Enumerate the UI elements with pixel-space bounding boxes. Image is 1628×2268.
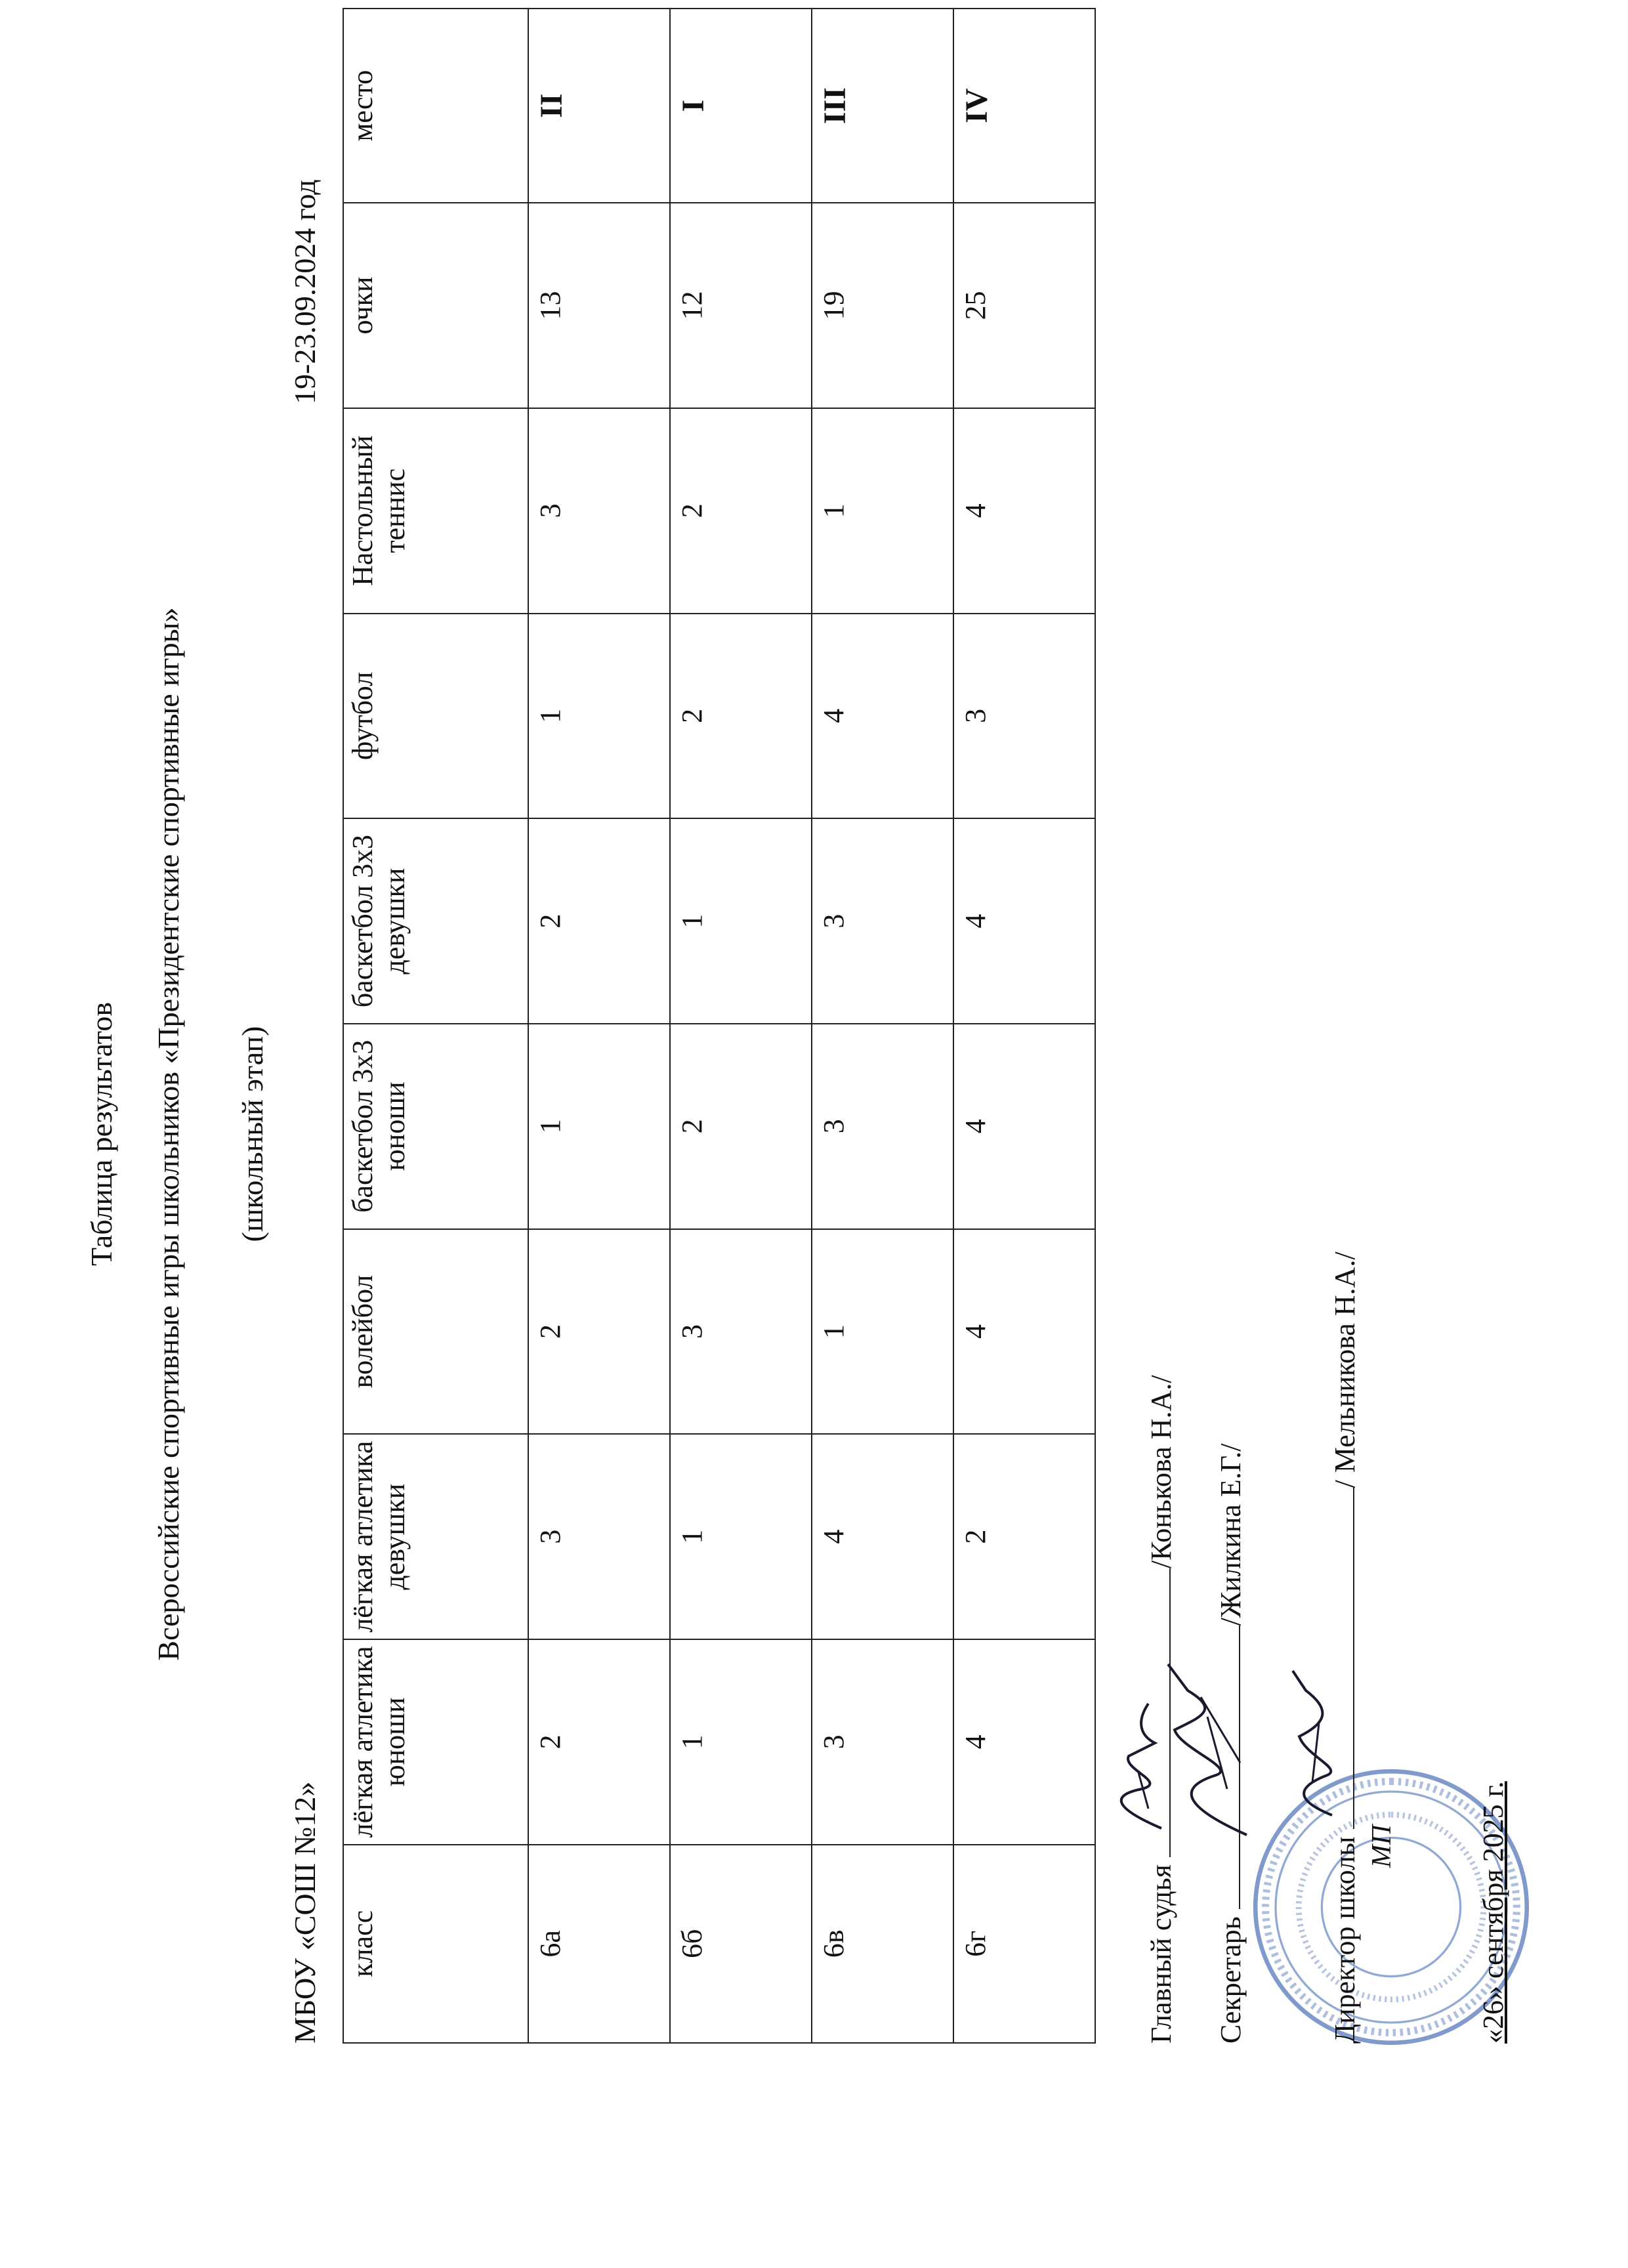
- director-name: / Мельникова Н.А./: [1329, 1251, 1361, 1488]
- result-cell: 4: [953, 1639, 1095, 1845]
- result-cell: 2: [670, 1024, 812, 1229]
- result-cell: 4: [953, 408, 1095, 614]
- signing-date: «26» сентября 2025 г.: [1477, 1781, 1509, 2044]
- secretary-label: Секретарь: [1215, 1916, 1247, 2044]
- result-cell: 1: [528, 614, 670, 819]
- result-cell: 1: [528, 1024, 670, 1229]
- result-cell: 2: [528, 1639, 670, 1845]
- class-cell: 6б: [670, 1845, 812, 2043]
- result-cell: 3: [812, 1639, 953, 1845]
- stamp-place-label: МП: [1367, 1824, 1397, 1868]
- result-cell: 3: [812, 1024, 953, 1229]
- result-cell: 1: [812, 1229, 953, 1435]
- result-cell: 2: [953, 1434, 1095, 1639]
- place-cell: IV: [953, 9, 1095, 203]
- judge-name: /Конькова Н.А./: [1145, 1375, 1177, 1569]
- result-cell: 2: [670, 614, 812, 819]
- table-row: [812, 9, 953, 2043]
- result-cell: 1: [812, 408, 953, 614]
- column-header: место: [343, 9, 528, 203]
- class-cell: 6г: [953, 1845, 1095, 2043]
- points-cell: 19: [812, 203, 953, 408]
- column-header: лёгкая атлетика юноши: [343, 1639, 528, 1845]
- column-header: Настольный теннис: [343, 408, 528, 614]
- event-dates: 19-23.09.2024 год: [288, 179, 322, 404]
- place-cell: II: [528, 9, 670, 203]
- result-cell: 2: [528, 818, 670, 1024]
- points-cell: 12: [670, 203, 812, 408]
- table-row: [670, 9, 812, 2043]
- result-cell: 1: [670, 818, 812, 1024]
- class-cell: 6в: [812, 1845, 953, 2043]
- results-table: [343, 8, 1096, 2044]
- result-cell: 3: [528, 408, 670, 614]
- points-cell: 25: [953, 203, 1095, 408]
- result-cell: 2: [670, 408, 812, 614]
- place-cell: III: [812, 9, 953, 203]
- document-subtitle: Всероссийские спортивные игры школьников «Президентские спортивные игры»: [152, 607, 185, 1661]
- result-cell: 4: [812, 1434, 953, 1639]
- result-cell: 2: [528, 1229, 670, 1435]
- result-cell: 4: [953, 1024, 1095, 1229]
- result-cell: 3: [953, 614, 1095, 819]
- director-signature-line: [1327, 1251, 1362, 2044]
- result-cell: 1: [670, 1639, 812, 1845]
- result-cell: 3: [812, 818, 953, 1024]
- secretary-handwritten-signature: [1161, 1651, 1260, 1848]
- column-header: баскетбол 3х3 юноши: [343, 1024, 528, 1229]
- table-header-row: [343, 9, 528, 2043]
- points-cell: 13: [528, 203, 670, 408]
- school-name: МБОУ «СОШ №12»: [288, 1781, 322, 2044]
- column-header: баскетбол 3х3 девушки: [343, 818, 528, 1024]
- result-cell: 4: [812, 614, 953, 819]
- result-cell: 3: [670, 1229, 812, 1435]
- column-header: класс: [343, 1845, 528, 2043]
- result-cell: 1: [670, 1434, 812, 1639]
- table-row: [528, 9, 670, 2043]
- secretary-name: /Жилкина Е.Г./: [1215, 1443, 1247, 1626]
- result-cell: 4: [953, 818, 1095, 1024]
- column-header: очки: [343, 203, 528, 408]
- class-cell: 6а: [528, 1845, 670, 2043]
- column-header: лёгкая атлетика девушки: [343, 1434, 528, 1639]
- result-cell: 4: [953, 1229, 1095, 1435]
- table-row: [953, 9, 1095, 2043]
- judge-label: Главный судья: [1145, 1864, 1177, 2044]
- place-cell: I: [670, 9, 812, 203]
- director-handwritten-signature: [1280, 1664, 1352, 1822]
- column-header: волейбол: [343, 1229, 528, 1435]
- column-header: футбол: [343, 614, 528, 819]
- document-stage: (школьный этап): [236, 1026, 269, 1242]
- result-cell: 3: [528, 1434, 670, 1639]
- document-title: Таблица результатов: [85, 1001, 118, 1267]
- director-label: Директор школы: [1329, 1836, 1361, 2044]
